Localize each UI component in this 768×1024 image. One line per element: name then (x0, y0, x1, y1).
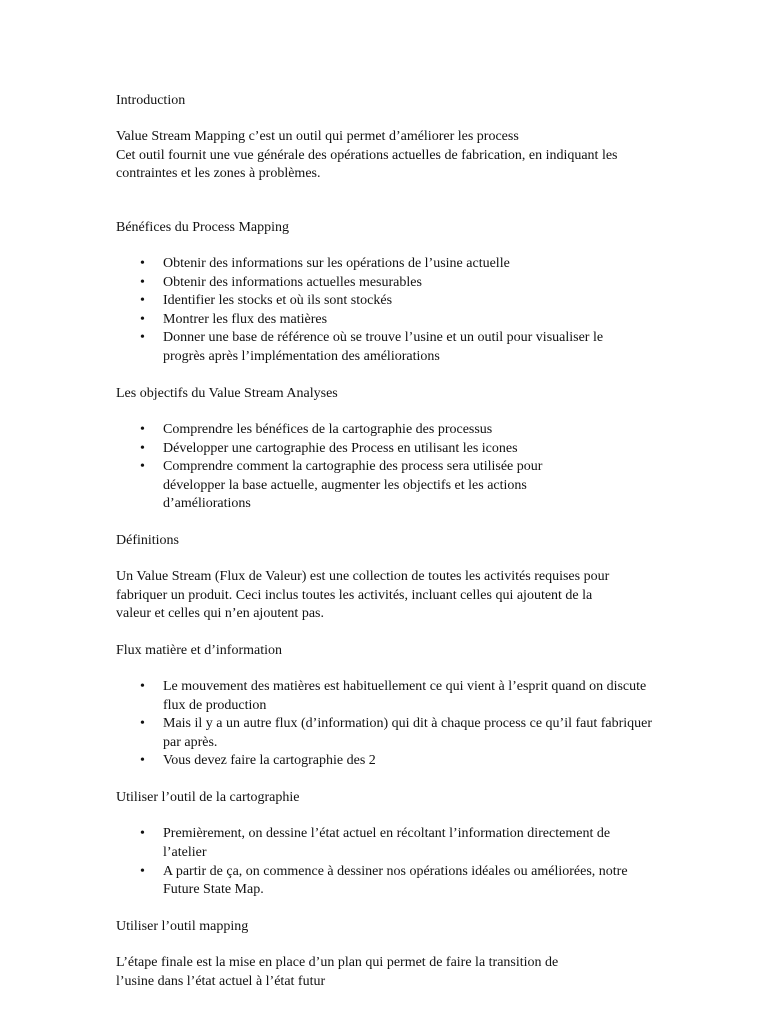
benefits-list (116, 255, 656, 367)
intro-heading: Introduction (116, 93, 186, 108)
tool-list (116, 825, 656, 899)
mapping-text: L’étape finale est la mise en place d’un plan qui permet de faire la transition de l’usine dans l’état actuel à l’état futur (116, 955, 559, 989)
list-item: • Montrer les flux des matières (116, 311, 656, 330)
list-item: • Identifier les stocks et où ils sont stockés (116, 292, 656, 311)
list-item: • Vous devez faire la cartographie des 2 (116, 752, 656, 771)
benefits-heading: Bénéfices du Process Mapping (116, 219, 290, 235)
mapping-heading: Utiliser l’outil mapping (116, 918, 249, 934)
tool-heading: Utiliser l’outil de la cartographie (116, 789, 300, 805)
list-item: • Donner une base de référence où se trouve l’usine et un outil pour visualiser le progrès après l’implémentation des améliorations (116, 329, 643, 366)
list-item: • Comprendre comment la cartographie des process sera utilisée pour développer la base actuelle, augmenter les objectifs et les actions d’améliorations (116, 458, 603, 514)
list-item: • Mais il y a un autre flux (d’information) qui dit à chaque process ce qu’il faut fabriquer par après. (116, 715, 653, 752)
flux-heading: Flux matière et d’information (116, 642, 283, 658)
objectives-heading: Les objectifs du Value Stream Analyses (116, 385, 338, 401)
list-item: • Le mouvement des matières est habituellement ce qui vient à l’esprit quand on discute flux de production (116, 678, 653, 715)
intro-line-2: Cet outil fournit une vue générale des opérations actuelles de fabrication, en indiquant les contraintes et les zones à problèmes. (116, 147, 618, 182)
list-item: • Premièrement, on dessine l’état actuel en récoltant l’information directement de l’atelier (116, 825, 653, 862)
list-item: • Comprendre les bénéfices de la cartographie des processus (116, 421, 656, 440)
list-item: • A partir de ça, on commence à dessiner nos opérations idéales ou améliorées, notre Future State Map. (116, 863, 653, 900)
definitions-text: Un Value Stream (Flux de Valeur) est une collection de toutes les activités requises pour fabriquer un produit. Ceci inclus toutes les activités, incluant celles qui ajoutent de la valeur et celles qui n’en ajoutent pas. (116, 569, 610, 622)
list-item: • Développer une cartographie des Process en utilisant les icones (116, 440, 656, 459)
intro-line-1: Value Stream Mapping c’est un outil qui permet d’améliorer les process (116, 129, 519, 145)
list-item: • Obtenir des informations actuelles mesurables (116, 274, 656, 293)
objectives-list (116, 421, 656, 514)
flux-list (116, 678, 656, 771)
list-item: • Obtenir des informations sur les opérations de l’usine actuelle (116, 255, 656, 274)
document-page (116, 92, 656, 991)
definitions-heading: Définitions (116, 532, 179, 548)
